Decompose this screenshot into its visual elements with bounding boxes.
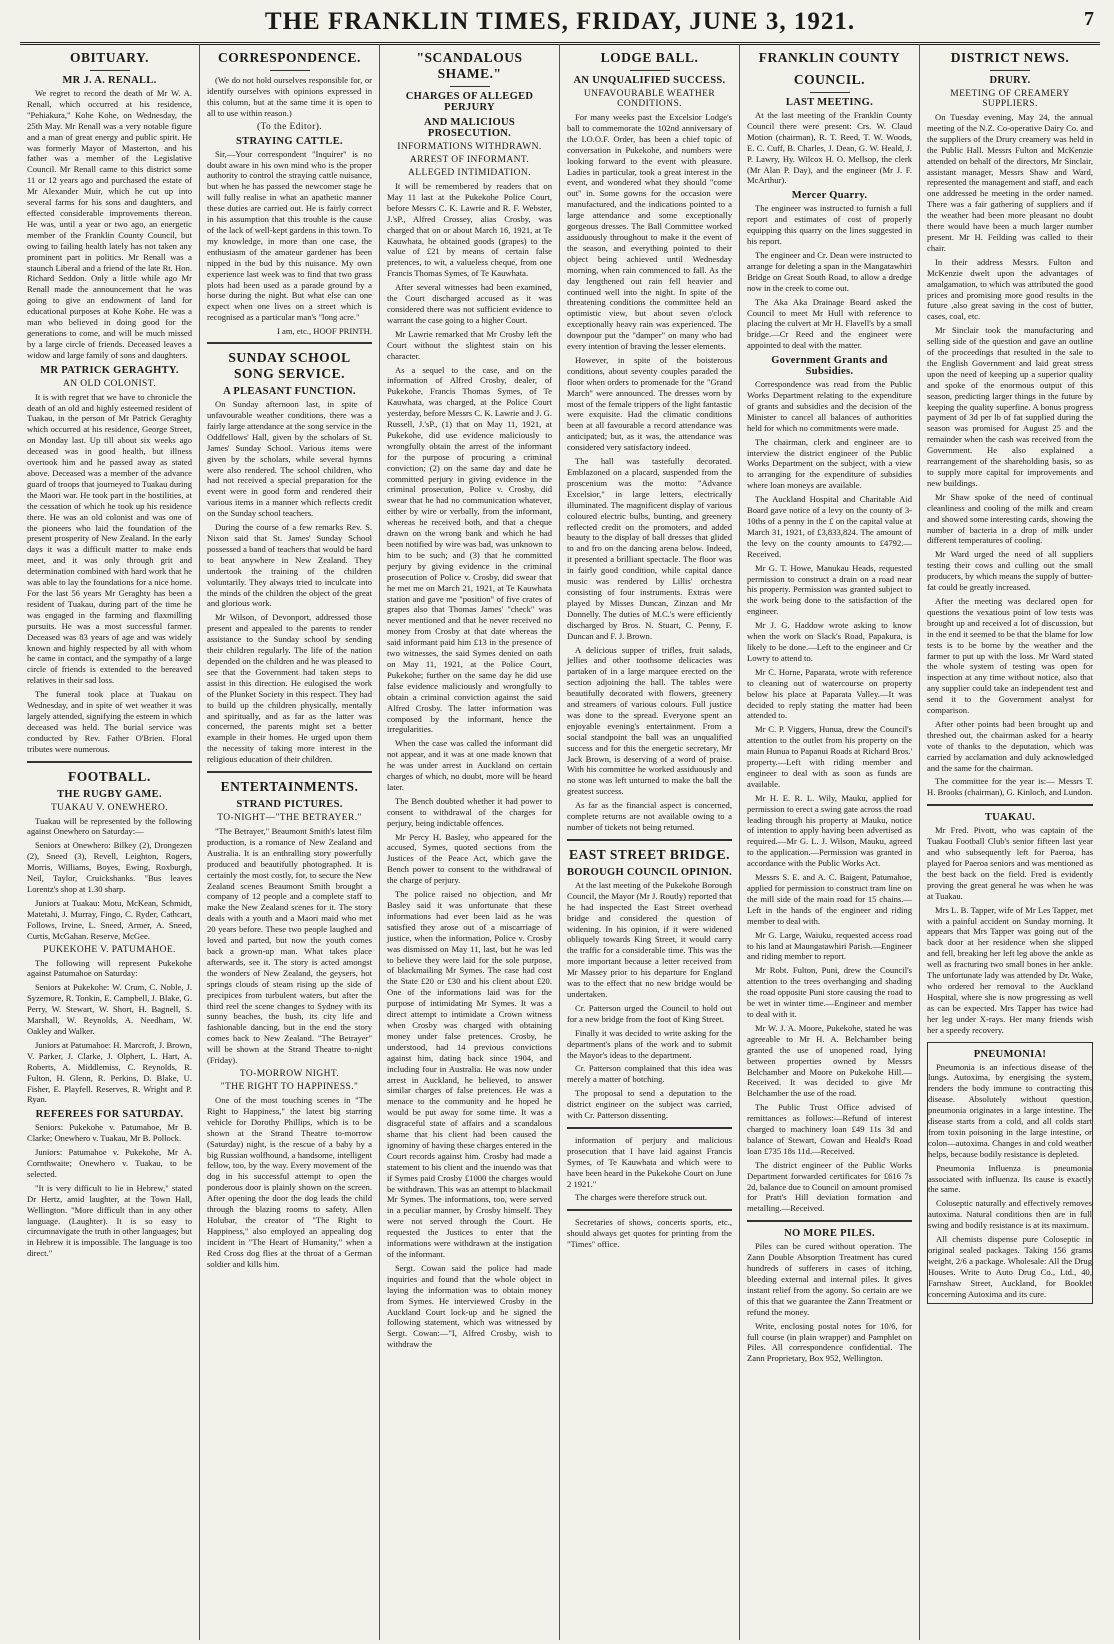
article-paragraph: Mr C. P. Viggers, Hunua, drew the Council's attention to the outlet from his property on the main Hunua to Papanui Roads at Richard Bros.' property.—Left with riding member and engineer to deal with as soon as funds are available. [747, 724, 912, 789]
sunday-school-heading: SUNDAY SCHOOL SONG SERVICE. [228, 350, 351, 382]
divider [810, 92, 850, 93]
article-paragraph: On Tuesday evening, May 24, the annual meeting of the N.Z. Co-operative Dairy Co. and the suppliers of the Drury creamery was held in the Public Hall. Messrs Fulton and McKenzie attended on behalf of the directors, Mr Sinclair, assistant manager, Messrs Shaw and Ward, represented the management and staff, and each one addressed he meeting in the order named. There was a fair gathering of suppliers and if the weather had been more pleasant no doubt there would have been a much larger number present. Mr H. Feilding was called to their chair. [927, 112, 1093, 253]
east-street-bridge-heading: EAST STREET BRIDGE. [569, 846, 730, 862]
renall-heading: MR J. A. RENALL. [62, 75, 157, 86]
grants-heading: Government Grants and Subsidies. [771, 355, 888, 378]
masthead [20, 6, 1100, 40]
article-paragraph: The Bench doubted whether it had power to consent to withdrawal of the charges for perjury, being indictable offences. [387, 795, 552, 828]
county-council-heading-1: FRANKLIN COUNTY [758, 50, 901, 65]
article-paragraph: A delicious supper of trifles, fruit salads, jellies and other toothsome delicacies was partaken of in a large marquee erected on the section adjoining the hall. The tables were beautifully decorated with flowers, greenery and streamers of various colours. Full justice was done to the spread. Everyone spent an enjoyable evening's entertainment. From a social standpoint the ball was an unqualified success and for this the energetic secretary, Mr Jack Brown, is deserving of a word of praise. With his committee he worked assiduously and no stone was left unturned to make the ball the greatest success. [567, 644, 732, 797]
article-paragraph: Mr H. E. R. L. Wily, Mauku, applied for permission to erect a swing gate across the road leading through his property at Mauku, notice of intention to apply having been advertised as required.—Mr G. L. J. Wilson, Mauku, agreed to the application.—Permission was granted in accordance with the Public Works Act. [747, 792, 912, 869]
article-paragraph: The proposal to send a deputation to the district engineer on the subject was carried, with Cr. Patterson dissenting. [567, 1088, 732, 1121]
article-paragraph: The district engineer of the Public Works Department forwarded certificates for £616 7s 2d, balance due to Council on amount promised for Pratt's Hill deviation formation and metalling.—Received. [747, 1159, 912, 1214]
article-paragraph: The engineer was instructed to furnish a full report and estimates of cost of properly equipping this quarry on the lines suggested in his report. [747, 203, 912, 247]
article-paragraph: After several witnesses had been examined, the Court discharged accused as it was considered there was not sufficient evidence to warrant the case going to a higher Court. [387, 282, 552, 325]
scandalous-sub-2: AND MALICIOUS PROSECUTION. [423, 117, 516, 139]
article-paragraph: One of the most touching scenes in "The Right to Happiness," the latest big starring vehicle for Dorothy Phillips, which is to be shown at the Strand Theatre to-morrow (Saturday) night, is the rescue of a baby by a big Russian wolfhound, a handsome, intelligent fellow, too, by the way. Every movement of the dog in his successful attempt to open the ponderous door is plainly shown on the screen. After opening the door the dog leads the child through the blazing rooms to safety. Allen Holubar, the creator of "The Right to Happiness," also employed an appealing dog incident in "The Heart of Humanity," when a Red Cross dog flies at the throat of a German soldier and kills him. [207, 1094, 372, 1269]
geraghty-subheading: AN OLD COLONIST. [62, 378, 157, 389]
article-paragraph: Mr Percy H. Basley, who appeared for the accused, Symes, quoted sections from the Justices of the Peace Act, which gave the Bench power to consent to the withdrawal of the charge of perjury. [387, 831, 552, 886]
section-rule [207, 342, 372, 344]
east-street-bridge-sub: BOROUGH COUNCIL OPINION. [567, 866, 733, 878]
tonight-heading: TO-NIGHT—"THE BETRAYER." [217, 813, 362, 824]
column-2 [200, 44, 380, 1640]
advert-paragraph: Piles can be cured without operation. The Zann Double Absorption Treatment has cured hundreds of sufferers in cases of itching, bleeding external and internal piles. It gives instant relief from the agony. So certain are we of this that we guarantee the Zann Treatment or refund the money. [747, 1241, 912, 1317]
article-paragraph: As far as the financial aspect is concerned, complete returns are not available owing to a number of tickets not being returned. [567, 800, 732, 832]
article-paragraph: Mr Robt. Fulton, Puni, drew the Council's attention to the trees overhanging and shading the road opposite Puni store causing the road to be wet in winter time.—Engineer and member to deal with it. [747, 965, 912, 1019]
newspaper-page [20, 0, 1100, 1644]
section-rule [747, 1220, 912, 1222]
column-5 [740, 44, 920, 1640]
district-news-heading: DISTRICT NEWS. [950, 50, 1070, 65]
section-rule [927, 804, 1093, 806]
obituary-heading: OBITUARY. [70, 50, 149, 65]
no-more-piles-heading: NO MORE PILES. [784, 1228, 875, 1240]
article-paragraph: It will be remembered by readers that on May 11 last at the Pukekohe Police Court, before Messrs C. K. Lawrie and R. F. Webster, J.'sP., Alfred Crossey, alias Crosby, was charged that on or about March 16, 1921, at Te Kauwhata, he obtained goods (grapes) to the value of £21 by means of certain false pretences, to wit, a valueless cheque, from one Francis Thomas Symes, of Te Kauwhata. [387, 181, 552, 279]
article-paragraph: Mr Ward urged the need of all suppliers testing their cows and culling out the small producers, by which means the supply of butter-fat could be greatly increased. [927, 549, 1093, 593]
correspondence-heading: CORRESPONDENCE. [218, 50, 361, 65]
continued-paragraph: information of perjury and malicious prosecution that I have laid against Francis Symes, of Te Kauwhata and which were to have been heard in the Pukekohe Court on June 2 1921." [567, 1134, 732, 1189]
letter-signoff: I am, etc., HOOF PRINTH. [277, 326, 372, 337]
drury-subheading: MEETING OF CREAMERY SUPPLIERS. [950, 89, 1070, 109]
happiness-heading: "THE RIGHT TO HAPPINESS." [220, 1081, 359, 1092]
columns [20, 44, 1100, 1640]
strand-heading: STRAND PICTURES. [236, 799, 343, 811]
article-paragraph: When the case was called the informant did not appear, and it was at one made known that he was under arrest in Auckland on certain charges of which, no doubt, more will be heard later. [387, 738, 552, 792]
masthead-title: THE FRANKLIN TIMES, FRIDAY, JUNE 3, 1921. [264, 8, 856, 35]
column-3 [380, 44, 560, 1640]
scandalous-sub-1: CHARGES OF ALLEGED PERJURY [405, 91, 534, 113]
article-paragraph: Seniors at Pukekohe: W. Crum, C. Noble, J. Syzemore, R. Tonkin, E. Campbell, J. Blake, G. Perry, W. Stewart, W. Short, H. Bagnell, S. Marshall, W. Reynolds, A. Needham, W. Oakley and Walker. [27, 982, 192, 1036]
printing-notice: Secretaries of shows, concerts sports, etc., should always get quotes for printing from the "Times" office. [567, 1217, 732, 1250]
scandalous-heading: "SCANDALOUS SHAME." [416, 50, 523, 81]
article-paragraph: For many weeks past the Excelsior Lodge's ball to commemorate the 102nd anniversary of the I.O.O.F. Order, has been a chief topic of conversation in Pukekohe, and numbers were looking forward to the event with pleasure. Ladies in particular, took a great interest in the event, and wondered what they should "come out" in. Some gowns for the occasion were manufactured, and the indications pointed to a large attendance and some exceptionally gorgeous dresses. The Ball Committee worked assiduously throughout to make it the event of the season, and everything pointed to their object being achieved until Wednesday morning, when rain commenced to fall. As the day lengthened out rain fell heavier and continued well into the night. In spite of the threatening conditions the committee held an optimistic view, but about seven o'clock exceptionally heavy rain was experienced. The downpour put the "damper" on many who had every intention of braving the lesser elements. [567, 112, 732, 352]
article-paragraph: Seniors: Pukekohe v. Patumahoe, Mr B. Clarke; Onewhero v. Tuakau, Mr B. Pollock. [27, 1122, 192, 1144]
article-paragraph: Tuakau will be represented by the following against Onewhero on Saturday:— [27, 815, 192, 837]
article-paragraph: The Aka Aka Drainage Board asked the Council to meet Mr Hull with reference to placing the culvert at Mr H. Flavell's by a small bridge.—Cr Reed and the engineer were appointed to deal with the matter. [747, 296, 912, 351]
column-4 [560, 44, 740, 1640]
article-paragraph: As a sequel to the case, and on the information of Alfred Crosby, dealer, of Pukekohe, Francis Thomas Symes, of Te Kauwhata, was charged, at the Police Court yesterday, before Messrs C. K. Lawrie and J. G. Russell, J.'sP., (1) that on May 11, 1921, at Pukekohe, did use evidence maliciously to wrongfully obtain the arrest of the informant for the purpose of procuring a criminal conviction; (2) on the same day and date he committed perjury in giving evidence in the criminal prosecution, Police v. Crosby, did swear that he had no communication whatever, either by wire or verbally, from the informant, whereas he received both, and that a cheque drawn on the wrong bank and which he had been notified by wire was bad, was unknown to him to be such; and (3) that he committed perjury by giving evidence in the criminal prosecution of Police v. Crosby, did swear that he met me on March 21, 1921, at Te Kauwhata station and gave me "position" of five crates of grapes also that Thomas James' "check" was never mentioned and that he never received no money from Crosby at that date whereas the said informant paid him £13 in the presence of two witnesses, the said Symes denied on oath on May 11, 1921, at the Police Court, Pukekohe; further on the same day he did use false evidence maliciously and wrongfully to obtain a criminal conviction against the said Alfred Crosby. The latter information was composed by the informant, hence the irregularities. [387, 364, 552, 735]
article-paragraph: Mr G. T. Howe, Manukau Heads, requested permission to construct a drain on a road near his property. Permission was granted subject to the work being done to the satisfaction of the engineer. [747, 562, 912, 617]
article-paragraph: The committee for the year is:— Messrs T. H. Brooks (chairman), G. Kinloch, and Lundon. [927, 776, 1093, 798]
straying-cattle-heading: STRAYING CATTLE. [236, 135, 343, 147]
lodge-ball-sub-1: AN UNQUALIFIED SUCCESS. [573, 75, 726, 86]
referees-heading: REFEREES FOR SATURDAY. [35, 1109, 184, 1121]
article-paragraph: On Sunday afternoon last, in spite of unfavourable weather conditions, there was a fairly large attendance at the song service in the Oddfellows' Hall, given by the scholars of St. James' Sunday School. Various items were given by the scholars, while several hymns were also rendered. The school children, who had not received a special preparation for the event were in good form and rendered their various items in a manner which reflects credit on the Sunday school teachers. [207, 399, 372, 519]
article-paragraph: At the last meeting of the Pukekohe Borough Council, the Mayor (Mr J. Routly) reported that he had inspected the East Street overhead bridge and considered the question of widening. In his opinion, if it were widened obliquely towards King Street, it would carry the traffic for a considerable time. This was the more important because a letter received from Mr Massey prior to his departure for England was to the effect that no new bridge would be undertaken. [567, 879, 732, 999]
article-paragraph: Mr W. J. A. Moore, Pukekohe, stated he was agreeable to Mr H. A. Belchamber being granted the use of unopened road, lying between properties owned by Messrs Belchamber and Moore on Pukekohe Hill.—Received. It was decided to give Mr Belchamber the use of the road. [747, 1022, 912, 1099]
article-paragraph: Messrs S. E. and A. C. Baigent, Patumahoe, applied for permission to construct tram line on the mill side of the main road for 15 chains.—Left in the hands of the engineer and riding member to deal with. [747, 872, 912, 926]
advert-paragraph: All chemists dispense pure Coloseptic in original sealed packages. Taking 156 grams weight, 2/6 a package. Wholesale: All the Drug Houses. Write to Auto Drug Co., Ltd., 40, Farnshaw Street, Auckland, for Booklet concerning Autoxima and its cure. [928, 1234, 1092, 1299]
advert-paragraph: Pneumonia Influenza is pneumonia associated with influenza. Its cause is exactly the same. [928, 1162, 1092, 1195]
article-paragraph: Juniors at Patumahoe: H. Marcroft, J. Brown, V. Parker, J. Clarke, J. Olphert, L. Hart, A. Roberts, A. Middlemiss, C. Reynolds, R. Fulton, H. Glenn, R. Perkins, D. Blake, U. Fisher, E. Playfell. Reserves, R. Wright and P. Ryan. [27, 1039, 192, 1105]
scandalous-sub-3: INFORMATIONS WITHDRAWN. [397, 142, 542, 152]
article-paragraph: Mr Lawrie remarked that Mr Crosby left the Court without the slightest stain on his character. [387, 328, 552, 361]
divider [990, 70, 1030, 71]
divider [270, 70, 310, 71]
article-paragraph: The engineer and Cr. Dean were instructed to arrange for deleting a span in the Mangatawhiri Bridge on Great South Road, to allow a dredge now in the creek to come out. [747, 249, 912, 293]
article-paragraph: Mr C. Horne, Paparata, wrote with reference to cleaning out of watercourse on property below his place at Paparata Valley.—It was decided to reply stating the matter had been attended to. [747, 666, 912, 721]
page-number: 7 [1084, 8, 1094, 30]
article-paragraph: Finally it was decided to write asking for the department's plans of the work and to submit the Mayor's ideas to the department. [567, 1027, 732, 1060]
divider [90, 70, 130, 71]
article-paragraph: Mrs L. B. Tapper, wife of Mr Les Tapper, met with a painful accident on Sunday morning. It appears that Mrs Tapper was going out of the back door at her residence when she slipped and fell, breaking her left leg above the ankle as well as fracturing two small bones in her ankle. The unfortunate lady was attended by Dr. Wake, who ordered her removal to the Auckland Hospital, where she is now progressing as well as can be expected. Mrs Tapper has twice had her leg under X-rays. Her many friends wish her a speedy recovery. [927, 904, 1093, 1035]
article-paragraph: The hall was tastefully decorated. Emblazoned on a placard, suspended from the proscenium was the motto: "Advance Excelsior," in large letters, electrically illuminated. The magnificent display of various coloured electric bulbs, bunting, and greenery reflected credit on the promoters, and added beauty to the display of ball dresses that glided to and fro on the dancing arena below. Indeed, it presented a brilliant spectacle. The floor was in fairly good condition, while capital dance music was rendered by Lillis' orchestra consisting of four instruments. Extras were played by Misses Duncan, Zinzan and Mr Donnelly. The duties of M.C.'s were efficiently discharged by Bros. N. Stuart, C. Penny, F. Duncan and F. J. Brown. [567, 456, 732, 641]
article-paragraph: It is with regret that we have to chronicle the death of an old and highly esteemed resident of Tuakau, in the person of Mr Patrick Geraghty which occurred at his residence, George Street, on Monday last. Up till about six weeks ago deceased was in good health, but illness overtook him and he passed away as stated above. Deceased was a member of the advance guard of troops that journeyed to Tuakau during the Maori war. He took part in the hostilities, at the cessation of which he took up his residence there. He was an old colonist and was one of the pioneers who laid the foundation of the present prosperity of New Zealand. In the early days it was a difficult matter to make ends meet, and it was only through grit and determination combined with hard work that he was able to lay the foundations for a nice home. For the last 56 years Mr Geraghty has been a resident of Tuakau, during part of the time he was engaged in the farming and flaxmilling pursuits. He was a most successful farmer. Deceased was 83 years of age and was widely known and highly respected by all with whom he came in contact, and the sympathy of a large circle of friends is extended to the bereaved relatives in their sad loss. [27, 391, 192, 686]
advert-paragraph: Pneumonia is an infectious disease of the lungs. Autoxima, by energising the system, renders the body immune to contracting this disease. Absolutely without question, pneumonia originates in a large intestine. The disease starts from a cold, and all colds start from toxin poisoning in the large intestine, or colon—autoxima. Changes in and cold weather helps, because bodily resistance is depleted. [928, 1061, 1092, 1159]
article-paragraph: "It is very difficult to lie in Hebrew," stated Dr Hertz, amid laughter, at the Town Hall, Wellington. "More difficult than in any other language. (Laughter). It is so easy to circumnavigate the truth in other languages; but in Hebrew it is impossible. The language is too direct." [27, 1182, 192, 1259]
lodge-ball-sub-2: UNFAVOURABLE WEATHER CONDITIONS. [583, 89, 716, 109]
article-paragraph: During the course of a few remarks Rev. S. Nixon said that St. James' Sunday School possessed a band of teachers that would be hard to beat anywhere in New Zealand. They undertook the training of the children voluntarily. They always tried to inculcate into the minds of the children the object of the great and glorious work. [207, 522, 372, 609]
article-paragraph: Mr Shaw spoke of the need of continual cleanliness and cooling of the milk and cream and showed some interesting cards, showing the number of bacteria in a drop of milk under different temperatures of cooling. [927, 491, 1093, 546]
column-6 [920, 44, 1100, 1640]
article-paragraph: Mr J. G. Haddow wrote asking to know when the work on Slack's Road, Papakura, is likely to be done.—Left to the engineer and Cr Lowry to attend to. [747, 620, 912, 663]
disclaimer: (We do not hold ourselves responsible for, or identify ourselves with opinions expressed in this column, but at the same time it is open to all to use within reason.) [207, 75, 372, 118]
to-editor: (To the Editor). [256, 121, 323, 132]
tomorrow-heading: TO-MORROW NIGHT. [239, 1068, 340, 1079]
article-paragraph: Cr. Patterson urged the Council to hold out for a new bridge from the foot of King Street. [567, 1002, 732, 1024]
drury-heading: DRURY. [989, 75, 1031, 86]
section-rule [567, 839, 732, 841]
article-paragraph: Sir,—Your correspondent "Inquirer" is no doubt aware in his own mind who is the proper authority to control the straying cattle nuisance, but when he has passed the newcomer stage he will fully realise in what an apathetic manner these duties are carried out. He is fairly correct in his assumption that this trouble is the cause of the lack of well-kept gardens in this town. To my knowledge, in more than one case, the enthusiasm of the amateur gardener has been nipped in the bud by this nuisance. My own experience last week was to find that two grass plots had been used as a parade ground by a horse during the night. But what else can one expect when one lives on a street which is recognised as a particular man's "long acre." [207, 148, 372, 323]
scandalous-sub-4: ARREST OF INFORMANT. [409, 155, 530, 165]
tuakau-news-heading: TUAKAU. [984, 812, 1036, 824]
article-paragraph: "The Betrayer," Beaumont Smith's latest film production, is a romance of New Zealand and Australia. It is an enthralling story powerfully produced and beautifully photographed. It is certainly the most costly, for, to secure the New Zealand scenes Beaumont Smith brought a company of 12 people and a complete staff to make the New Zealand scenes for it. The story deals with a youth and a Maori maid who met 20 years before. These two people laughed and loved and parted, but now the youth comes back a grown-up man. What takes place afterwards, see it. The story is acted amongst the wonders of New Zealand, the geysers, hot springs clouds of steam rising up the side of precipices from turbulent waters, but after the third reel the scene changes to Sydney with its sunny beaches, the bush, its city life and fashionable dancing, but in the end the story comes back to New Zealand. "The Betrayer" will be shown at the Strand Theatre to-night (Friday). [207, 826, 372, 1066]
article-paragraph: Juniors at Tuakau: Motu, McKean, Schmidt, Matetahi, J. Murray, Fingo, C. Ryder, Cathcart, Follows, Irvine, L. Sneed, Armer, A. Sneed, Curtis, McGahan. Reserve, McGee. [27, 897, 192, 941]
advert-paragraph: Coloseptic naturally and effectively removes autoxima. Natural conditions then are in full swing and bodily resistance is at its maximum. [928, 1198, 1092, 1231]
divider [630, 70, 670, 71]
article-paragraph: After the meeting was declared open for questions the vexatious point of low tests was brought up and received a lot of discussion, but in the end it seemed to be that the blame for low tests is to be borne by the weather and the farmer to put up with the loss. Mr Ward stated the whole system of testing was open for inspection at any time without notice, also that any supplier could take an independent test and send it to the Government analyst for comparison. [927, 595, 1093, 716]
tuakau-match-heading: TUAKAU V. ONEWHERO. [50, 802, 169, 813]
article-paragraph: Sergt. Cowan said the police had made inquiries and found that the whole object in laying the information was to obtain money from Symes. He interviewed Crosby in the Auckland Court lock-up and he signed the following statement, which was witnessed by Sergt. Cowan:—"I, Alfred Crosby, wish to withdraw the [387, 1262, 552, 1350]
article-paragraph: Mr Fred. Pivott, who was captain of the Tuakau Football Club's senior fifteen last year and who subsequently left for Paeroa, has played for Paeroa seniors and was mentioned as the best back on the field. Fred is evidently proving the great general he was when he was at Tuakau. [927, 825, 1093, 901]
section-rule [207, 771, 372, 773]
lodge-ball-heading: LODGE BALL. [600, 50, 699, 65]
last-meeting-heading: LAST MEETING. [785, 97, 874, 108]
entertainments-heading: ENTERTAINMENTS. [220, 779, 359, 795]
article-paragraph: The funeral took place at Tuakau on Wednesday, and in spite of wet weather it was largely attended, signifying the esteem in which deceased was held. The burial service was conducted by Rev. Father O'Brien. Floral tributes were numerous. [27, 689, 192, 754]
mercer-quarry-heading: Mercer Quarry. [791, 190, 868, 202]
article-paragraph: After other points had been brought up and threshed out, the chairman asked for a hearty vote of thanks to the deputation, which was carried by acclamation and duly acknowledged and the same for the chairman. [927, 718, 1093, 773]
article-paragraph: Correspondence was read from the Public Works Department relating to the expenditure of grants and subsidies and the decision of the Minister to cancel all balances of authorities held for which no commitments were made. [747, 379, 912, 433]
article-paragraph: Mr Wilson, of Devonport, addressed those present and appealed to the parents to render assistance to the Sunday school by sending their children regularly. The life of the nation depended on the children and he was pleased to see that the Government had taken steps to assist in this direction. He eulogised the work of the Plunket Society in this respect. They had to build up the children physically, mentally and spiritually, and as far as the latter was concerned, the parents might set a better example in their homes. He urged upon them the necessity of taking more interest in the religious education of their children. [207, 612, 372, 765]
article-paragraph: The Public Trust Office advised of remittances as follows:—Refund of interest charged to machinery loan £49 11s 3d and balance of Stewart, Cowan and Heald's Road loan £735 18s 11d.—Received. [747, 1102, 912, 1156]
divider [450, 86, 490, 87]
pneumonia-advert [927, 1042, 1093, 1304]
article-paragraph: Juniors: Patumahoe v. Pukekohe, Mr A. Cornthwaite; Onewhero v. Tuakau, to be selected. [27, 1147, 192, 1179]
section-rule [27, 761, 192, 763]
pukekohe-match-heading: PUKEKOHE V. PATUMAHOE. [43, 944, 176, 955]
article-paragraph: At the last meeting of the Franklin County Council there were present: Crs. W. Claud Motion (chairman), R. T. Reed, T. W. Woods, E. C. Cuff, B. Charles, J. Dean, G. W. Heald, J. P. Lawry, Hy. Wilcox H. O. Mellsop, the clerk (Mr Alan P. Day), and the engineer (Mr J. F. McArthur). [747, 110, 912, 186]
advert-paragraph: Write, enclosing postal notes for 10/6, for full course (in plain wrapper) and Pamphlet on Piles. All correspondence confidential. The Zann Proprietary, Box 952, Wellington. [747, 1320, 912, 1364]
rugby-heading: THE RUGBY GAME. [57, 788, 162, 800]
article-paragraph: We regret to record the death of Mr W. A. Renall, which occurred at his residence, "Pehiakura," Kohe Kohe, on Wednesday, the 25th May. Mr Renall was a very notable figure and a man of great energy and public spirit. He was formerly Mayor of Masterton, and his father was a member of the Legislative Council. Mr Renall came to this district some 11 or 12 years ago and purchased the estate of Mr Alexander Muir, which he cut up into several farms for his sons and daughters, and effected considerable improvements thereon. He was, until a year or two ago, an energetic member of the Franklin County Council, but owing to failing health lately has not taken any prominent part in politics. Mr Renall was a staunch Liberal and a friend of the late Rt. Hon. Richard Seddon. Only a little while ago Mr Renall made the announcement that he was going to give an endowment of land for educational purposes at Kohe Kohe. He was a man who believed in doing good for the generations to come, and will be much missed by a large circle of friends. Deceased leaves a widow and large family of sons and daughters. [27, 88, 192, 360]
geraghty-heading: MR PATRICK GERAGHTY. [40, 364, 179, 376]
article-paragraph: In their address Messrs. Fulton and McKenzie dwelt upon the advantages of amalgamation, to which was attributed the good prices and promising more good results in the future ,also great saving in the cost of butter, cases, coal, etc. [927, 256, 1093, 322]
continued-paragraph: The charges were therefore struck out. [575, 1192, 708, 1203]
article-paragraph: The police raised no objection, and Mr Basley said it was unfortunate that these informations had ever been laid as he was satisfied they arose out of a miscarriage of justice, when the information, Police v. Crosby was dismissed on May 11, last, but he was led to believe they were laid for the sole purpose, of blackmailing Mr Symes. The case had cost the State £20 or £30 and his client about £20. One of the informations laid was for the purpose of intimidating Mr Symes. It was a direct attempt to intimidate a Crown witness when Crosby was charged with obtaining money under false pretences. Crosby, he understood, had 14 previous convictions against him, dating back since 1904, and including four in Australia. He was now under arrest in Auckland, he believed, to answer similar charges of false pretences. He was a menace to the community and he hoped he would be put away for some time. It was a disgraceful state of affairs and a scandalous shame that his client had been caused the ignominy of having these charges entered in the Court records against him. Crosby had made a statement to his client and the inuendo was that if Symes paid Crosby £1000 the charges would be withdrawn. This was an attempt to blackmail Mr Symes. The informations, too, were served in a peculiar manner, by Crosby himself. They were not served through the Court. He requested the Justices to enter that the informations were withdrawn at the instigation of the informant. [387, 889, 552, 1259]
article-paragraph: However, in spite of the boisterous conditions, about seventy couples paraded the floor when orders to promenade for the "Grand March" were announced. The dresses worn by most of the female trippers of the light fantastic were exquisite. Had the climatic conditions been at all favourable a record attendance was anticipated; but, as it was, the attendance was considered very satisfactory indeed. [567, 354, 732, 453]
column-1 [20, 44, 200, 1640]
sunday-school-subheading: A PLEASANT FUNCTION. [223, 386, 356, 398]
article-paragraph: Mr G. Large, Waiuku, requested access road to his land at Maungatawhiri Parish.—Engineer and riding member to report. [747, 929, 912, 962]
county-council-heading-2: COUNCIL. [793, 72, 866, 87]
scandalous-sub-5: ALLEGED INTIMIDATION. [408, 168, 531, 178]
section-rule [567, 1127, 732, 1129]
article-paragraph: The Auckland Hospital and Charitable Aid Board gave notice of a levy on the county of 3-10ths of a penny in the £ on the capital value at March 31, 1921, of £3,833,824. The amount of the levy on the county amounts to £4792.—Received. [747, 494, 912, 559]
article-paragraph: The chairman, clerk and engineer are to interview the district engineer of the Public Works Department on the subject, with a view to arranging for the expenditure of subsidies where loan moneys are available. [747, 436, 912, 491]
article-paragraph: The following will represent Pukekohe against Patumahoe on Saturday: [27, 957, 192, 979]
article-paragraph: Mr Sinclair took the manufacturing and selling side of the question and gave an outline of the proceedings that resulted in the sale to the English Government and laid great stress upon the need of keeping up a superior quality and spoke of the enormous output of this season, predicting larger things in the future by keeping the quality superfine. A bonus progress payment of 3d per lb of fat supplied during the season was promised for August 25 and the remainder when the cash was received from the Government. He also explained a rearrangement of the shareholding basis, so as to supply more capital for improvements and new buildings. [927, 325, 1093, 488]
pneumonia-heading: PNEUMONIA! [973, 1048, 1047, 1060]
article-paragraph: Cr. Patterson complained that this idea was merely a matter of botching. [567, 1063, 732, 1085]
section-rule [567, 1209, 732, 1211]
article-paragraph: Seniors at Onewhero: Bilkey (2), Drongezen (2), Sneed (3), Revell, Leighton, Rogers, Morris, Williams, Boyes, Ewing, Roxburgh, Neil, Taylor, Cruickshanks. "Bus leaves Lorentz's shop at 1.30 sharp. [27, 840, 192, 894]
football-heading: FOOTBALL. [68, 768, 151, 784]
